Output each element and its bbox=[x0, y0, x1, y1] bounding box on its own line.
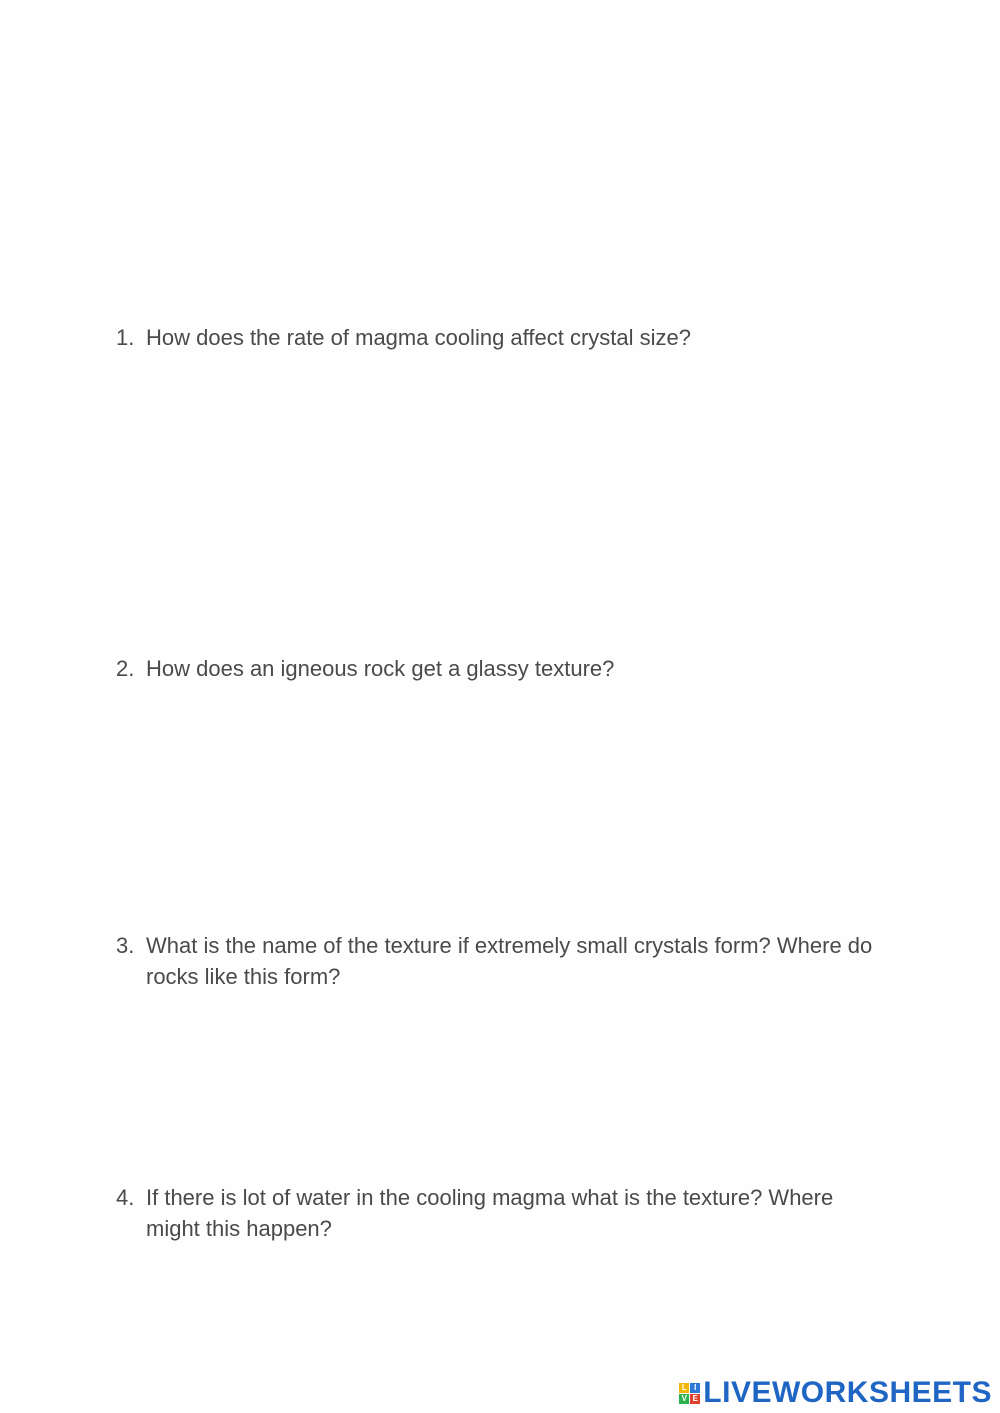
liveworksheets-logo bbox=[679, 1374, 992, 1412]
question-number: 3. bbox=[116, 933, 135, 958]
question-3 bbox=[116, 930, 876, 992]
question-number: 4. bbox=[116, 1185, 135, 1210]
question-1 bbox=[116, 322, 876, 353]
question-number: 2. bbox=[116, 656, 135, 681]
question-2 bbox=[116, 653, 876, 684]
question-text: How does an igneous rock get a glassy texture? bbox=[146, 656, 615, 681]
question-4 bbox=[116, 1182, 876, 1244]
logo-text: LIVEWORKSHEETS bbox=[703, 1376, 992, 1409]
logo-blocks-icon: L I V E bbox=[679, 1383, 700, 1404]
question-text: How does the rate of magma cooling affect crystal size? bbox=[146, 325, 691, 350]
question-text: What is the name of the texture if extremely small crystals form? Where do rocks like this form? bbox=[146, 933, 873, 989]
question-text: If there is lot of water in the cooling magma what is the texture? Where might this happen? bbox=[146, 1185, 834, 1241]
question-number: 1. bbox=[116, 325, 135, 350]
